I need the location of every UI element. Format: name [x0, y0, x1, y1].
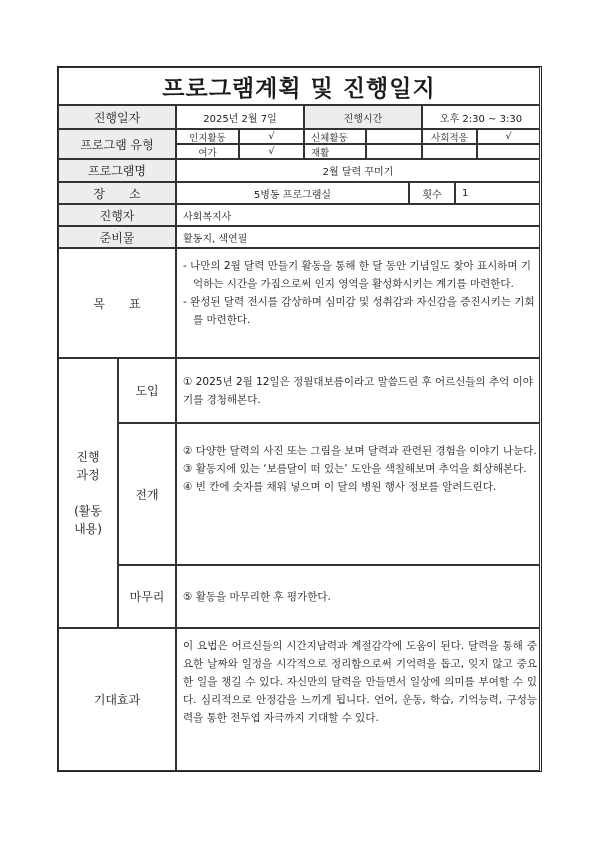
process-label-line: 과정 — [76, 468, 100, 482]
date-value: 2025년 2월 7일 — [176, 105, 304, 129]
type-check: √ — [239, 129, 304, 144]
date-label: 진행일자 — [58, 105, 176, 129]
development-line: ② 다양한 달력의 사진 또는 그림을 보며 달력과 관련된 경험을 이야기 나눈다. — [183, 445, 537, 457]
program-name-value: 2월 달력 꾸미기 — [176, 159, 540, 182]
page-title: 프로그램계획 및 진행일지 — [58, 67, 540, 105]
leader-value: 사회복지사 — [176, 204, 540, 226]
type-name: 여가 — [176, 144, 239, 159]
effect-label: 기대효과 — [58, 628, 176, 771]
type-check: √ — [477, 129, 540, 144]
development-line: ④ 빈 칸에 숫자를 채워 넣으며 이 달의 병원 행사 정보를 알려드린다. — [183, 481, 497, 493]
time-value: 오후 2:30 ~ 3:30 — [422, 105, 540, 129]
type-name: 재활 — [304, 144, 366, 159]
process-label-line: 진행 — [76, 450, 100, 464]
empty-cell — [477, 144, 540, 159]
type-name: 신체활동 — [304, 129, 366, 144]
type-name: 사회적응 — [422, 129, 477, 144]
program-type-label: 프로그램 유형 — [58, 129, 176, 159]
type-check: √ — [239, 144, 304, 159]
count-value: 1 — [455, 182, 540, 204]
type-check — [366, 144, 422, 159]
effect-content — [176, 628, 540, 771]
closing-line: ⑤ 활동을 마무리한 후 평가한다. — [183, 590, 331, 603]
program-name-label: 프로그램명 — [58, 159, 176, 182]
time-label: 진행시간 — [304, 105, 422, 129]
closing-content — [176, 565, 540, 628]
goal-line: - 나만의 2월 달력 만들기 활동을 통해 한 달 동안 기념일도 찾아 표시하며 기억하는 시간을 가짐으로써 인지 영역을 활성화시키는 계기를 마련한다. — [183, 260, 532, 290]
goal-label: 목 표 — [58, 248, 176, 358]
place-label: 장 소 — [58, 182, 176, 204]
goal-line: - 완성된 달력 전시를 감상하며 심미감 및 성취감과 자신감을 증진시키는 기회를 마련한다. — [183, 296, 535, 326]
process-label-line: (활동 — [74, 504, 102, 518]
empty-cell — [422, 144, 477, 159]
goal-content — [176, 248, 540, 358]
intro-label: 도입 — [118, 358, 176, 423]
effect-text: 이 요법은 어르신들의 시간지남력과 계절감각에 도움이 된다. 달력을 통해 중요한 날짜와 일정을 시각적으로 정리함으로써 기억력을 돕고, 잊지 않고 중요한 일을 챙길 수 있다. 자신만의 달력을 만들면서 일상에 의미를 부여할 수 있다. 심리적으로 안정감을 느끼게 됩니다. 언어, 운동, 학습, 기억능력, 구성능력을 통한 전두엽 자극까지 기대할 수 있다. — [183, 640, 537, 724]
intro-content — [176, 358, 540, 423]
supplies-label: 준비물 — [58, 226, 176, 248]
type-check — [366, 129, 422, 144]
process-label — [58, 358, 118, 628]
leader-label: 진행자 — [58, 204, 176, 226]
progress-log-form — [57, 66, 542, 772]
development-content — [176, 423, 540, 565]
development-label: 전개 — [118, 423, 176, 565]
place-value: 5병동 프로그램실 — [176, 182, 409, 204]
supplies-value: 활동지, 색연필 — [176, 226, 540, 248]
process-label-line: 내용) — [74, 522, 102, 536]
closing-label: 마무리 — [118, 565, 176, 628]
development-line: ③ 활동지에 있는 ‘보름달이 떠 있는’ 도안을 색칠해보며 추억을 회상해본다. — [183, 463, 527, 475]
type-name: 인지활동 — [176, 129, 239, 144]
intro-line: ① 2025년 2월 12일은 정월대보름이라고 말씀드린 후 어르신들의 추억 이야기를 경청해본다. — [183, 376, 533, 406]
count-label: 횟수 — [409, 182, 455, 204]
